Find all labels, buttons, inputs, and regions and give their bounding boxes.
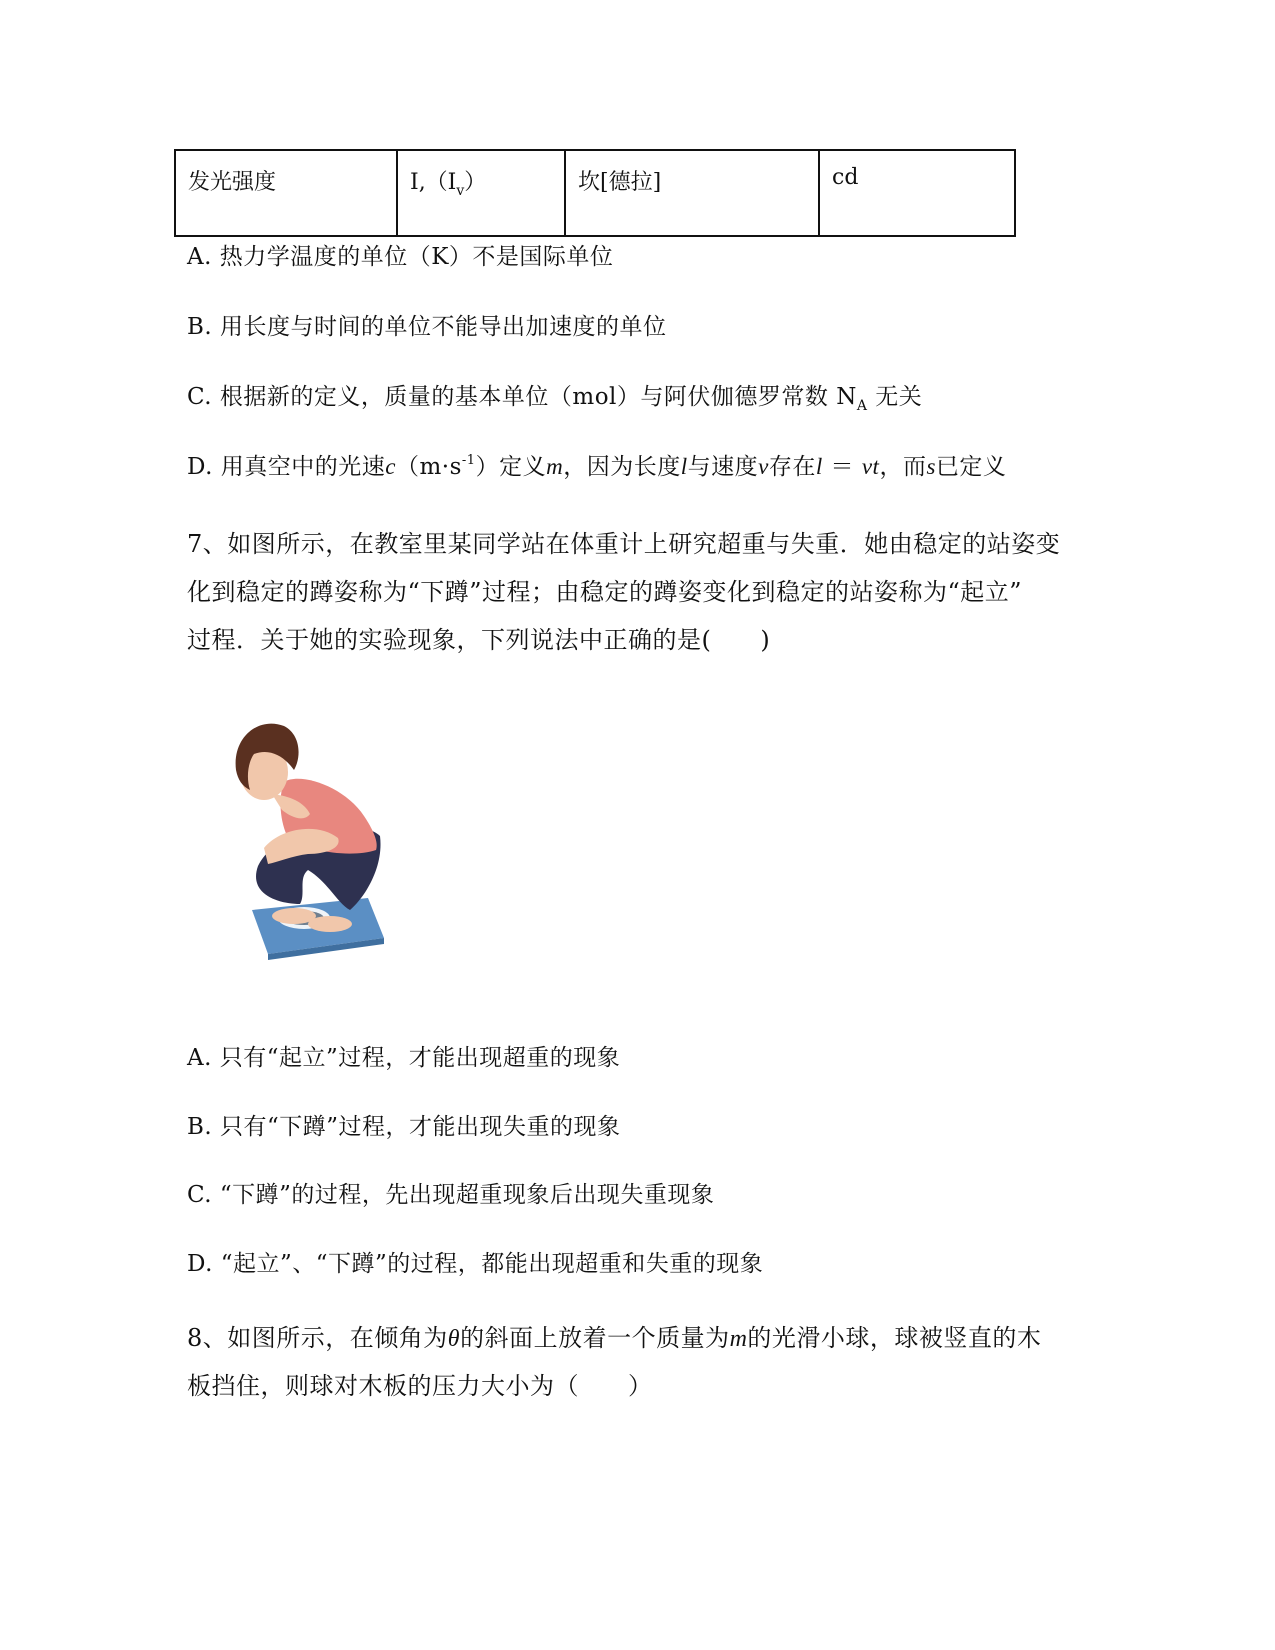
symbol-close: ）: [464, 170, 487, 195]
d-text-7: ，而: [879, 454, 927, 480]
d-eq: ＝: [822, 454, 862, 480]
q6-option-c-tail: 无关: [867, 384, 923, 410]
q7-option-d: D. “起立”、“下蹲”的过程，都能出现超重和失重的现象: [187, 1251, 764, 1277]
d-sup: -1: [461, 453, 476, 468]
q7-line-3: 过程．关于她的实验现象，下列说法中正确的是( ): [187, 626, 771, 654]
symbol-main: I,（I: [410, 170, 457, 195]
q7-line-2: 化到稳定的蹲姿称为“下蹲”过程；由稳定的蹲姿变化到稳定的站姿称为“起立”: [187, 578, 1023, 606]
q8-var-m: m: [729, 1326, 748, 1352]
q6-option-c-sub: A: [856, 398, 868, 414]
q8-var-theta: θ: [447, 1326, 461, 1352]
d-text-4: ，因为长度: [563, 454, 681, 480]
symbol-sub: v: [456, 183, 465, 199]
q6-option-b: B. 用长度与时间的单位不能导出加速度的单位: [187, 314, 667, 340]
q7-option-b: B. 只有“下蹲”过程，才能出现失重的现象: [187, 1114, 621, 1140]
q8-text-2: 的斜面上放着一个质量为: [460, 1324, 730, 1352]
q7-line-1: 7、如图所示，在教室里某同学站在体重计上研究超重与失重．她由稳定的站姿变: [187, 530, 1061, 558]
q6-option-a: A. 热力学温度的单位（K）不是国际单位: [187, 244, 614, 270]
d-text-2: （m·s: [395, 454, 462, 480]
unit-table: [174, 149, 1016, 237]
d-text-5: 与速度: [687, 454, 759, 480]
d-text-3: ）定义: [475, 454, 547, 480]
unit-symbol-cell: cd: [819, 150, 1015, 236]
q6-option-c: [187, 378, 922, 414]
q8-line-1: [187, 1318, 1041, 1353]
d-text-1: D. 用真空中的光速: [187, 454, 386, 480]
q6-option-c-text: C. 根据新的定义，质量的基本单位（mol）与阿伏伽德罗常数 N: [187, 384, 857, 410]
d-var-s: s: [926, 454, 936, 479]
d-var-m: m: [546, 454, 564, 479]
d-var-l2: l: [815, 454, 823, 479]
d-var-v: v: [758, 454, 769, 479]
d-text-6: 存在: [768, 454, 816, 480]
d-text-8: 已定义: [935, 454, 1007, 480]
d-var-vt: vt: [861, 454, 880, 479]
q6-option-d: [187, 448, 1006, 481]
squatting-woman-on-scale-image: [188, 698, 424, 965]
table-row: [175, 150, 1015, 236]
unit-name-cell: 坎[德拉]: [565, 150, 819, 236]
q7-option-a: A. 只有“起立”过程，才能出现超重的现象: [187, 1045, 621, 1071]
quantity-cell: 发光强度: [175, 150, 397, 236]
q8-text-1: 8、如图所示，在倾角为: [187, 1324, 448, 1352]
q8-line-2: 板挡住，则球对木板的压力大小为（ ）: [187, 1372, 653, 1400]
d-var-c: c: [385, 454, 396, 479]
d-var-l: l: [680, 454, 688, 479]
q7-option-c: C. “下蹲”的过程，先出现超重现象后出现失重现象: [187, 1182, 715, 1208]
q8-text-3: 的光滑小球，球被竖直的木: [747, 1324, 1042, 1352]
symbol-cell: [397, 150, 565, 236]
